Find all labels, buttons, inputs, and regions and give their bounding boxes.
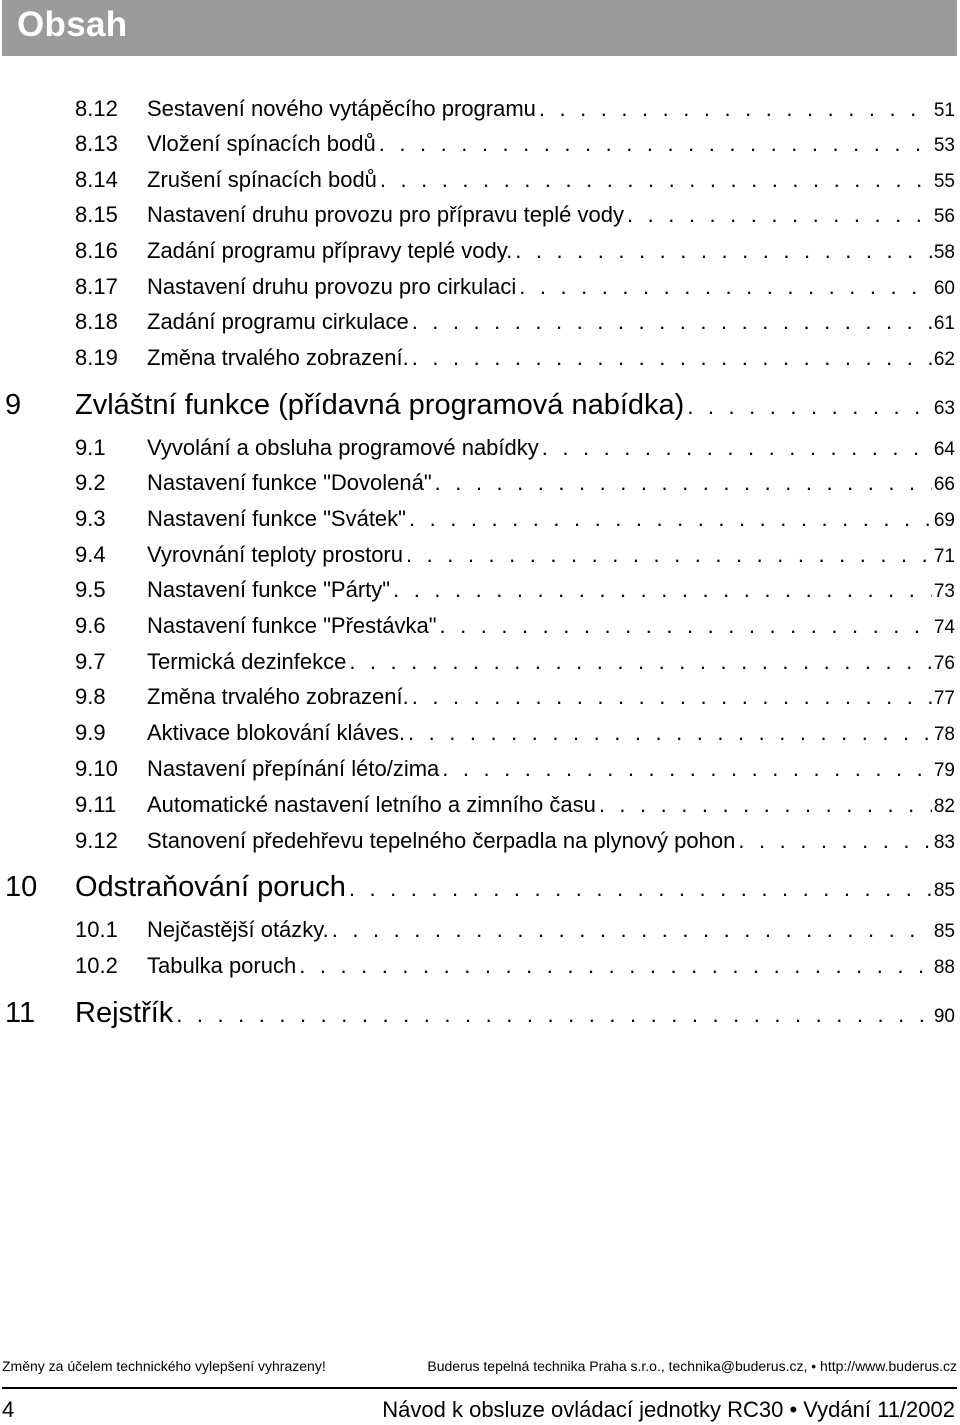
toc-entry[interactable] <box>0 274 960 310</box>
toc-entry-page: 53 <box>933 135 955 156</box>
toc-entry[interactable] <box>0 309 960 345</box>
toc-entry-title: Termická dezinfekce <box>147 649 347 674</box>
toc-entry-number: 9.9 <box>75 720 106 745</box>
toc-entry-page: 60 <box>933 278 955 299</box>
toc-chapter-page: 90 <box>933 1006 955 1027</box>
toc-entry-number: 8.17 <box>75 274 118 299</box>
dot-leader <box>173 1002 932 1028</box>
dot-leader <box>512 238 932 264</box>
toc-entry-title: Zrušení spínacích bodů <box>147 167 377 192</box>
dot-leader <box>346 649 932 675</box>
dot-leader <box>346 876 932 902</box>
toc-entry-title: Tabulka poruch <box>147 953 297 978</box>
toc-entry[interactable] <box>0 202 960 238</box>
toc-entry-number: 8.13 <box>75 131 118 156</box>
toc-entry-number: 8.12 <box>75 96 118 121</box>
dot-leader <box>539 435 932 461</box>
dot-leader <box>596 792 932 818</box>
toc-entry-number: 9.3 <box>75 506 106 531</box>
toc-entry-page: 56 <box>933 206 955 227</box>
header-bar <box>2 0 957 56</box>
page-number: 4 <box>2 1397 15 1422</box>
toc-entry-page: 82 <box>933 796 955 817</box>
dot-leader <box>405 720 932 746</box>
toc-entry-title: Vyrovnání teploty prostoru <box>147 542 403 567</box>
toc-entry-number: 10.2 <box>75 953 118 978</box>
toc-entry-number: 9.11 <box>75 792 117 817</box>
toc-entry-title: Vyvolání a obsluha programové nabídky <box>147 435 539 460</box>
toc-entry-title: Nastavení funkce "Svátek" <box>147 506 406 531</box>
toc-entry-number: 9.4 <box>75 542 106 567</box>
footer-divider <box>2 1387 957 1389</box>
toc-entry[interactable] <box>0 506 960 542</box>
dot-leader <box>409 309 932 335</box>
toc-entry[interactable] <box>0 96 960 132</box>
toc-entry-number: 9.6 <box>75 613 106 638</box>
toc-chapter-number: 10 <box>5 871 38 903</box>
dot-leader <box>439 756 932 782</box>
toc-entry-title: Nastavení přepínání léto/zima <box>147 756 440 781</box>
toc-chapter-page: 63 <box>933 398 955 419</box>
toc-entry-title: Zadání programu cirkulace <box>147 309 409 334</box>
toc-entry[interactable] <box>0 470 960 506</box>
toc-entry-page: 88 <box>933 957 955 978</box>
toc-entry-page: 69 <box>933 510 955 531</box>
toc-entry-title: Automatické nastavení letního a zimního času <box>147 792 596 817</box>
toc-entry-page: 61 <box>933 313 955 334</box>
toc-entry-page: 62 <box>933 349 955 370</box>
toc-entry[interactable] <box>0 917 960 953</box>
dot-leader <box>624 202 932 228</box>
toc-entry-page: 76 <box>933 653 955 674</box>
toc-entry-page: 64 <box>933 439 955 460</box>
toc-entry-title: Sestavení nového vytápěcího programu <box>147 96 536 121</box>
toc-entry[interactable] <box>0 828 960 864</box>
toc-entry-page: 55 <box>933 171 955 192</box>
dot-leader <box>409 684 932 710</box>
toc-entry-page: 83 <box>933 832 955 853</box>
toc-entry[interactable] <box>0 953 960 989</box>
dot-leader <box>684 394 932 420</box>
toc-entry[interactable] <box>0 345 960 381</box>
document-info: Návod k obsluze ovládací jednotky RC30 • Vydání 11/2002 <box>382 1397 955 1422</box>
toc-entry-page: 78 <box>933 724 955 745</box>
toc-entry-title: Nastavení funkce "Přestávka" <box>147 613 437 638</box>
toc-entry-title: Nastavení druhu provozu pro přípravu teplé vody <box>147 202 624 227</box>
dot-leader <box>406 506 932 532</box>
dot-leader <box>296 953 932 979</box>
toc-entry-page: 66 <box>933 474 955 495</box>
toc-entry-page: 51 <box>933 100 955 121</box>
toc-entry-number: 8.18 <box>75 309 118 334</box>
toc-chapter-title: Rejstřík <box>75 997 174 1029</box>
toc-entry-number: 9.7 <box>75 649 106 674</box>
toc-entry-number: 10.1 <box>75 917 118 942</box>
toc-entry[interactable] <box>0 577 960 613</box>
toc-entry-number: 9.12 <box>75 828 118 853</box>
toc-entry-title: Nastavení druhu provozu pro cirkulaci <box>147 274 517 299</box>
dot-leader <box>390 577 932 603</box>
toc-entry-page: 85 <box>933 921 955 942</box>
toc-entry-number: 9.10 <box>75 756 118 781</box>
toc-entry-title: Stanovení předehřevu tepelného čerpadla na plynový pohon <box>147 828 736 853</box>
toc-entry[interactable] <box>0 131 960 167</box>
toc-entry-page: 71 <box>933 546 955 567</box>
toc-entry-title: Zadání programu přípravy teplé vody. <box>147 238 513 263</box>
toc-chapter-page: 85 <box>933 880 955 901</box>
toc-entry[interactable] <box>0 792 960 828</box>
toc-entry-page: 58 <box>933 242 955 263</box>
footer-note <box>2 1358 957 1374</box>
toc-entry-title: Změna trvalého zobrazení. <box>147 684 409 709</box>
toc-entry-number: 9.5 <box>75 577 106 602</box>
toc-entry-number: 8.15 <box>75 202 118 227</box>
toc-entry-page: 79 <box>933 760 955 781</box>
toc-entry-title: Vložení spínacích bodů <box>147 131 376 156</box>
dot-leader <box>516 274 932 300</box>
dot-leader <box>376 131 932 157</box>
toc-chapter-number: 11 <box>5 997 36 1029</box>
company-contact[interactable]: Buderus tepelná technika Praha s.r.o., technika@buderus.cz, • http://www.buderus.cz <box>427 1358 957 1374</box>
toc-entry-number: 9.2 <box>75 470 106 495</box>
toc-entry[interactable] <box>0 238 960 274</box>
dot-leader <box>403 542 932 568</box>
toc-entry-title: Nastavení funkce "Párty" <box>147 577 391 602</box>
dot-leader <box>329 917 932 943</box>
toc-entry-number: 8.16 <box>75 238 118 263</box>
toc-entry[interactable] <box>0 167 960 203</box>
dot-leader <box>735 828 932 854</box>
dot-leader <box>409 345 932 371</box>
toc-entry-page: 74 <box>933 617 955 638</box>
dot-leader <box>536 96 932 122</box>
toc-entry-title: Změna trvalého zobrazení. <box>147 345 409 370</box>
toc-entry[interactable] <box>0 720 960 756</box>
dot-leader <box>437 613 932 639</box>
toc-entry-title: Aktivace blokování kláves. <box>147 720 406 745</box>
toc-entry-number: 9.8 <box>75 684 106 709</box>
disclaimer-text: Změny za účelem technického vylepšení vyhrazeny! <box>2 1358 326 1374</box>
toc-entry[interactable] <box>0 756 960 792</box>
toc-entry-page: 77 <box>933 688 955 709</box>
toc-entry[interactable] <box>0 684 960 720</box>
dot-leader <box>377 167 932 193</box>
toc-chapter-number: 9 <box>5 389 22 421</box>
toc-chapter-title: Zvláštní funkce (přídavná programová nabídka) <box>75 389 685 421</box>
toc-entry[interactable] <box>0 435 960 471</box>
page-title: Obsah <box>17 5 128 44</box>
dot-leader <box>432 470 932 496</box>
toc-entry-number: 8.14 <box>75 167 118 192</box>
toc-entry-title: Nastavení funkce "Dovolená" <box>147 470 432 495</box>
toc-entry-title: Nejčastější otázky. <box>147 917 329 942</box>
toc-entry[interactable] <box>0 542 960 578</box>
toc-entry[interactable] <box>0 613 960 649</box>
toc-entry-number: 9.1 <box>75 435 106 460</box>
toc-entry-number: 8.19 <box>75 345 118 370</box>
toc-chapter-title: Odstraňování poruch <box>75 871 346 903</box>
toc-entry[interactable] <box>0 649 960 685</box>
toc-entry-page: 73 <box>933 581 955 602</box>
